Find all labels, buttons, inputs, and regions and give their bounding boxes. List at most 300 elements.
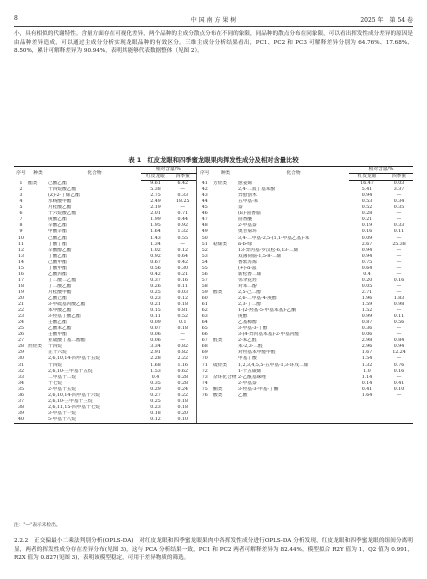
row-red-content-right: 0.64: [361, 265, 373, 271]
row-compound-left: 十四烷: [48, 344, 63, 350]
row-no-left: 7: [19, 217, 23, 223]
row-four-content-right: —: [396, 193, 402, 199]
row-four-content-right: 25.38: [392, 241, 406, 247]
row-compound-right: 1-十五碳烯: [238, 368, 262, 374]
row-no-left: 1: [19, 180, 23, 186]
row-compound-left: 丁酸丁酯: [48, 241, 67, 247]
row-no-left: 34: [18, 380, 24, 386]
header-compound-right: 化合物: [238, 167, 349, 181]
row-red-content-left: 0.92: [150, 253, 161, 259]
row-four-content-right: 0.35: [393, 205, 405, 211]
row-no-right: 47: [196, 217, 213, 223]
row-four-content-left: 1.16: [177, 362, 188, 368]
row-compound-right: 3,4-二甲基-2,5-(1,1-甲基乙基)-苯: [238, 235, 310, 241]
row-compound-left: 壬酸甲酯: [48, 332, 67, 338]
row-compound-left: 2,6,10-三甲基十三烷: [48, 398, 93, 404]
row-no-left: 29: [18, 350, 24, 356]
intro-paragraph: 小，具有相似的代谢特性。含量方面存在可视化差异，两个品种的主成分散点分布在不同的象限，同品种的散点分布在同象限，可以看出挥发性成分差异的原因是由品种差异造成，可以通过主成分分析实现龙眼品种的有效区分。三维主成分分析结果看出，PC1、PC2 和 PC3 可解释差异分别为 64.76%、17.68%、8.50%，累计可解释差异为 90.94%，表明其能够代表数据整体（见图 2）。: [14, 31, 413, 55]
row-four-content-right: 0.76: [393, 362, 405, 368]
row-no-left: 36: [18, 392, 24, 398]
row-four-content-left: 0.1: [179, 320, 187, 326]
row-no-left: 21: [18, 302, 24, 308]
row-red-content-left: 2.19: [150, 205, 161, 211]
row-compound-right: 2,5-己二醇: [238, 289, 262, 295]
row-no-right: 48: [196, 223, 213, 229]
header-type-left: 种类: [28, 167, 48, 181]
row-no-right: 58: [196, 284, 213, 290]
row-red-content-right: 1.96: [361, 295, 373, 301]
row-red-content-left: 2.91: [150, 350, 161, 356]
row-compound-left: 丁二酸二乙酯: [48, 277, 77, 283]
row-compound-left: 己酸甲酯: [48, 259, 67, 265]
row-four-content-left: 1.32: [177, 229, 188, 235]
row-no-right: 46: [196, 211, 213, 217]
row-compound-right: 乙基樟醇: [238, 320, 257, 326]
row-compound-left: 2,6,10-三甲基十五烷: [48, 368, 93, 374]
row-four-content-right: 0.10: [393, 386, 405, 392]
row-red-content-right: 1.54: [361, 356, 373, 362]
row-four-content-right: 0.33: [393, 223, 405, 229]
row-compound-left: 丁二酸乙酯: [48, 283, 72, 289]
row-no-left: 13: [18, 253, 24, 259]
row-no-right: 59: [196, 290, 213, 296]
row-red-content-right: 0.52: [361, 205, 373, 211]
row-no-left: 25: [18, 326, 24, 332]
row-four-content-right: —: [396, 326, 402, 332]
row-no-right: 70: [196, 356, 213, 362]
row-no-left: 5: [19, 205, 23, 211]
row-red-content-right: 16.47: [360, 181, 374, 187]
row-four-content-left: 0.18: [177, 398, 188, 404]
row-four-content-left: 0.62: [177, 368, 188, 374]
row-red-content-right: 0.41: [361, 386, 373, 392]
row-four-content-left: 0.12: [177, 247, 188, 253]
row-four-content-left: 0.21: [177, 271, 188, 277]
row-compound-right: 2,6-二甲基-4-庚醇: [238, 295, 277, 301]
row-no-right: 50: [196, 236, 213, 242]
row-red-content-left: 0.26: [150, 283, 161, 289]
row-four-content-left: 0.22: [177, 392, 188, 398]
row-four-content-left: 0.82: [177, 344, 188, 350]
row-red-content-left: 0.09: [150, 320, 161, 326]
row-red-content-left: 1.95: [150, 223, 161, 229]
row-no-right: 67: [196, 338, 213, 344]
row-red-content-left: 9.61: [150, 181, 161, 187]
table-body: [14, 181, 413, 424]
row-compound-left: 十六烷酸乙酯: [48, 211, 77, 217]
row-four-content-left: 0.64: [177, 253, 188, 259]
row-no-left: 14: [18, 259, 24, 265]
row-compound-left: 丁酸乙酯: [48, 253, 67, 259]
row-compound-right: 香紫苏烯: [238, 259, 257, 265]
row-no-right: 55: [196, 266, 213, 272]
row-four-content-right: 0.11: [393, 229, 405, 235]
row-compound-left: 庚酸乙酯: [48, 217, 67, 223]
row-no-left: 4: [19, 199, 23, 205]
row-four-content-left: 0.11: [177, 283, 188, 289]
row-compound-right: 对苯二酚: [238, 283, 257, 289]
row-four-content-left: 0.18: [177, 302, 188, 308]
row-no-left: 37: [18, 398, 24, 404]
row-type-right: 酸类: [213, 392, 223, 398]
row-four-content-right: 0.41: [393, 380, 405, 386]
row-red-content-right: 2.71: [361, 289, 373, 295]
row-four-content-left: 0.52: [177, 314, 188, 320]
row-red-content-left: 2.28: [150, 356, 161, 362]
row-no-left: 8: [19, 223, 23, 229]
row-four-content-right: —: [396, 259, 402, 265]
row-no-left: 28: [18, 344, 24, 350]
row-four-content-left: —: [180, 332, 186, 338]
row-red-content-left: 0.12: [141, 417, 170, 424]
row-red-content-right: 1.52: [361, 308, 373, 314]
issue-label: 2025 年 第 54 卷: [360, 17, 413, 24]
row-compound-left: 乙酸丙酯: [48, 271, 67, 277]
row-four-content-right: —: [396, 217, 402, 223]
header-compound-left: 化合物: [48, 167, 141, 181]
row-compound-left: 壬酸乙酯: [48, 320, 67, 326]
row-red-content-right: 2.96: [361, 344, 373, 350]
row-red-content-left: 0.25: [150, 289, 161, 295]
row-red-content-right: [349, 417, 385, 424]
row-no-left: 9: [19, 229, 23, 235]
row-red-content-left: 2.01: [150, 211, 161, 217]
row-four-content-left: —: [180, 205, 186, 211]
row-red-content-right: 0.05: [361, 283, 373, 289]
row-compound-right: 13-异丙基-罗汉松-6,13-二烯: [238, 247, 299, 253]
row-type-left: [28, 417, 48, 424]
row-no-left: 3: [19, 193, 23, 199]
row-compound-left: 苯甲酸乙酯: [48, 308, 72, 314]
row-compound-left: 甲酸辛酯: [48, 229, 67, 235]
compound-table: [14, 166, 413, 424]
row-red-content-left: 0.23: [150, 404, 161, 410]
row-compound-right: 异愈创木: [238, 193, 257, 199]
row-no-left: 11: [18, 241, 24, 247]
row-red-content-left: 0.11: [150, 314, 161, 320]
row-compound-left: 十四烷: [48, 362, 63, 368]
row-no-right: 45: [196, 205, 213, 211]
row-type-right: 酮类: [213, 386, 223, 392]
row-red-content-left: 1.68: [150, 362, 161, 368]
row-red-content-left: 0.56: [150, 265, 161, 271]
row-four-content-left: 0.71: [177, 211, 188, 217]
row-compound-left: 十四烷酸乙酯: [48, 187, 77, 193]
row-red-content-left: 3.34: [150, 344, 161, 350]
row-red-content-right: 1.59: [361, 302, 373, 308]
header-red-right: 红皮龙眼: [349, 174, 385, 181]
row-type-right: 萜烯类: [213, 241, 228, 247]
row-red-content-right: 0.94: [361, 253, 373, 259]
row-compound-left: 2,6,10,14-四甲基十六烷: [48, 392, 101, 398]
row-no-left: 12: [18, 247, 24, 253]
row-four-content-right: [385, 417, 413, 424]
row-four-content-left: 0.30: [177, 265, 188, 271]
row-no-right: 72: [196, 369, 213, 375]
row-red-content-right: 0.99: [361, 314, 373, 320]
row-four-content-left: 0.18: [177, 404, 188, 410]
row-red-content-right: 1.64: [361, 392, 373, 398]
row-red-content-right: 0.94: [361, 193, 373, 199]
header-four-left: 四季蜜: [170, 174, 196, 181]
row-compound-left: 正十六烷: [48, 350, 67, 356]
row-no-left: 22: [18, 308, 24, 314]
row-four-content-right: 0.98: [393, 302, 405, 308]
row-no-right: 53: [196, 254, 213, 260]
row-type-right: 芳烃类: [213, 180, 228, 186]
row-compound-right: 1-(2-羟基-5-甲基苯基)-乙酮: [238, 308, 297, 314]
row-compound-right: 3-羟基-3-甲基-丁酮: [238, 386, 279, 392]
row-no-right: 49: [196, 229, 213, 235]
row-four-content-right: 0.56: [393, 320, 405, 326]
row-four-content-left: 0.28: [177, 374, 188, 380]
row-compound-left: 水杨酸甲酯: [48, 199, 72, 205]
row-compound-right: 3-甲基-3-丁醇: [238, 326, 268, 332]
header-no-right: 序号: [196, 167, 213, 181]
row-no-left: 35: [18, 386, 24, 392]
row-red-content-left: 1.43: [150, 235, 161, 241]
row-compound-left: 丁酸甲酯: [48, 265, 67, 271]
row-no-left: 24: [18, 320, 24, 326]
row-type-right: [213, 417, 238, 424]
header-content-right: 相对含量/%: [349, 167, 413, 174]
row-four-content-right: —: [396, 283, 402, 289]
row-no-left: 39: [18, 410, 24, 416]
row-four-content-right: —: [396, 265, 402, 271]
row-four-content-left: 2.22: [177, 356, 188, 362]
row-no-left: 17: [18, 277, 24, 283]
row-no-left: 6: [19, 211, 23, 217]
row-compound-right: (E)-茴香脑: [238, 211, 261, 217]
row-type-left: 烃烃类: [28, 344, 43, 350]
row-red-content-left: 0.35: [150, 380, 161, 386]
row-compound-right: 1,2,3,4,5,5-五甲基-1,3-环戊二烯: [238, 362, 309, 368]
row-red-content-left: 0.18: [150, 410, 161, 416]
row-compound-left: 十七烷: [48, 380, 63, 386]
row-red-content-right: 0.19: [361, 223, 373, 229]
row-compound-left: 2-甲基十五烷: [48, 386, 77, 392]
row-four-content-left: 0.33: [177, 193, 188, 199]
row-no-right: 64: [196, 320, 213, 326]
row-four-content-right: 3.37: [393, 187, 405, 193]
row-type-right: 硫烃类: [213, 362, 228, 368]
row-compound-right: 2-甲基萘: [238, 380, 257, 386]
row-red-content-left: 0.23: [150, 295, 161, 301]
row-red-content-right: 1.0: [363, 368, 371, 374]
row-no-right: 68: [196, 344, 213, 350]
row-no-right: 65: [196, 326, 213, 332]
row-no-right: 51: [196, 242, 213, 248]
row-type-right: 醛类: [213, 338, 223, 344]
row-red-content-right: 2.98: [361, 338, 373, 344]
row-no-right: 42: [196, 187, 213, 193]
row-four-content-left: 6.42: [177, 181, 188, 187]
row-compound-left: 月桂酸甲酯: [48, 289, 72, 295]
row-four-content-left: 0.18: [177, 326, 188, 332]
row-four-content-right: 0.16: [393, 277, 405, 283]
row-four-content-left: 0.28: [177, 380, 188, 386]
row-red-content-left: 0.4: [151, 374, 160, 380]
row-compound-right: 奥甘菊环: [238, 229, 257, 235]
row-red-content-left: 0.42: [150, 271, 161, 277]
row-red-content-right: 2.67: [361, 241, 373, 247]
row-red-content-right: 0.28: [361, 211, 373, 217]
row-compound-left: 己酸乙酯: [48, 180, 67, 186]
row-no-right: 75: [196, 387, 213, 393]
row-no-left: 19: [18, 289, 24, 295]
row-red-content-left: 0.67: [150, 259, 161, 265]
row-no-right: 60: [196, 296, 213, 302]
row-red-content-right: 0.16: [361, 229, 373, 235]
row-red-content-left: 0.06: [150, 338, 161, 344]
row-four-content-right: 0.03: [393, 181, 405, 187]
row-compound-left: 己酸乙酯: [48, 235, 67, 241]
row-four-content-right: —: [396, 392, 402, 398]
row-no-left: 10: [18, 235, 24, 241]
row-no-right: 56: [196, 272, 213, 278]
row-four-content-left: —: [180, 338, 186, 344]
row-four-content-left: 0.24: [177, 386, 188, 392]
row-four-content-right: —: [396, 332, 402, 338]
row-red-content-left: 1.64: [150, 229, 161, 235]
row-compound-left: 2,6,11,15-四甲基十七烷: [48, 404, 101, 410]
row-compound-right: 2,4-二叔丁基苯酚: [238, 187, 276, 193]
row-red-content-right: 0.4: [363, 271, 371, 277]
row-red-content-left: 0.37: [150, 277, 161, 283]
row-compound-left: 辛酸醇乙酯: [48, 247, 72, 253]
row-four-content-left: 0.44: [177, 217, 188, 223]
header-type-right: 种类: [213, 167, 238, 181]
row-red-content-right: 0.36: [361, 326, 373, 332]
row-compound-right: 愈姜烯: [238, 180, 253, 186]
row-four-content-left: 0.55: [177, 235, 188, 241]
row-four-content-left: 0.10: [170, 417, 196, 424]
row-no-left: 26: [18, 332, 24, 338]
row-four-content-left: 0.82: [177, 350, 188, 356]
header-four-right: 四季蜜: [385, 174, 413, 181]
row-compound-left: 3-甲硫基丙酸乙酯: [48, 302, 86, 308]
row-compound-left: 月桂酸乙酯: [48, 205, 72, 211]
row-compound-right: 2-苯乙醛: [238, 338, 257, 344]
row-no-left: 20: [18, 295, 24, 301]
header-rule: [14, 26, 413, 27]
row-no-left: 16: [18, 271, 24, 277]
row-red-content-left: 0.27: [150, 392, 161, 398]
row-red-content-left: 0.07: [150, 326, 161, 332]
row-compound-right: (+)-α-蒎: [238, 265, 257, 271]
row-no-left: 23: [18, 314, 24, 320]
row-no-left: 40: [14, 417, 28, 424]
row-four-content-right: 0.11: [393, 314, 405, 320]
row-red-content-left: 1.53: [150, 368, 161, 374]
row-four-content-right: —: [396, 253, 402, 259]
row-four-content-right: 12.24: [392, 350, 406, 356]
row-compound-right: [238, 417, 349, 424]
row-compound-right: 苯-2,3-二醛: [238, 344, 263, 350]
row-no-right: 43: [196, 193, 213, 199]
row-red-content-right: 0.53: [361, 199, 373, 205]
row-no-left: 2: [19, 187, 23, 193]
row-no-right: 73: [196, 375, 213, 381]
row-no-left: 38: [18, 404, 24, 410]
row-compound-left: 3-甲基十一烷: [48, 410, 77, 416]
row-red-content-right: 0.14: [361, 380, 373, 386]
row-no-right: 52: [196, 248, 213, 254]
row-four-content-right: 0.34: [393, 199, 405, 205]
row-no-right: 54: [196, 260, 213, 266]
row-red-content-right: 0.20: [361, 277, 373, 283]
row-red-content-right: 5.41: [361, 187, 373, 193]
row-no-left: 15: [18, 265, 24, 271]
header-red-left: 红皮龙眼: [141, 174, 170, 181]
row-four-content-left: 0.12: [177, 295, 188, 301]
row-no-left: 30: [18, 356, 24, 362]
row-four-content-right: 0.84: [393, 338, 405, 344]
row-compound-right: 3-(4-异丙基苯基)-2-甲基丙醛: [238, 332, 300, 338]
row-red-content-left: 1.34: [150, 241, 161, 247]
row-four-content-right: 0.16: [393, 368, 405, 374]
row-four-content-right: —: [396, 289, 402, 295]
row-no-right: 71: [196, 363, 213, 369]
row-red-content-right: 1.67: [361, 350, 373, 356]
row-compound-left: 亚硫酸丁基二醇酯: [48, 338, 86, 344]
row-four-content-left: 18.25: [176, 199, 190, 205]
row-four-content-left: 0.16: [177, 277, 188, 283]
row-no-right: 63: [196, 314, 213, 320]
row-compound-right: 对羟基苯甲醛甲醛: [238, 350, 276, 356]
row-red-content-right: 1.14: [361, 374, 373, 380]
row-compound-right: α-b-绿: [238, 241, 253, 247]
table-note: 注："—"表示未检出。: [14, 523, 61, 528]
row-no-right: 74: [196, 381, 213, 387]
row-red-content-left: 0.25: [150, 398, 161, 404]
page-number: 8: [14, 15, 18, 22]
table-row: [14, 417, 413, 424]
row-red-content-right: 0.87: [361, 320, 373, 326]
header-no-left: 序号: [14, 167, 28, 181]
row-compound-left: 3-羟基丁酸乙酯: [48, 314, 81, 320]
row-no-right: 76: [196, 393, 213, 399]
row-compound-left: 乙酸己酯: [48, 295, 67, 301]
row-four-content-left: 0.92: [177, 223, 188, 229]
row-red-content-left: 0.15: [150, 308, 161, 314]
row-no-right: 57: [196, 278, 213, 284]
row-compound-left: 辛酸乙酯: [48, 223, 67, 229]
section-paragraph: 2.2.2 正交偏最小二乘法判别分析(OPLS-DA) 对红皮龙眼和四季蜜龙眼果肉中各挥发性成分进行OPLS-DA 分析发现，红皮龙眼和四季蜜龙眼的组间分离明显，两者的挥发性成分存在差异分布(见图 3)，这与 PCA 分析结果一致，PC1 和 PC2 两者可解释差异为 82.44%。模型拟合 R2Y 值为 1，Q2 值为 0.991，R2X 值为 0.827(见图 3)，表明该模型稳定，可用于差异物质的筛选。: [14, 538, 413, 562]
row-type-right: 杂环化合物: [213, 374, 237, 380]
row-no-right: 66: [196, 332, 213, 338]
row-four-content-right: —: [396, 356, 402, 362]
row-no-right: 61: [196, 302, 213, 308]
row-compound-right: 甲基丁酸: [238, 356, 257, 362]
row-red-content-right: 0.06: [361, 332, 373, 338]
row-red-content-left: 0.21: [150, 302, 161, 308]
row-four-content-left: 0.03: [177, 289, 188, 295]
row-red-content-right: 0.09: [361, 235, 373, 241]
row-four-content-left: —: [180, 187, 186, 193]
row-compound-right: 2,3-丁二醇: [238, 302, 262, 308]
row-no-right: 69: [196, 350, 213, 356]
row-red-content-left: 1.99: [150, 217, 161, 223]
row-compound-right: 2-乙酰基咪唑: [238, 374, 267, 380]
row-four-content-right: —: [396, 374, 402, 380]
row-type-right: 醇类: [213, 289, 223, 295]
row-red-content-right: 0.21: [361, 217, 373, 223]
row-four-content-right: 1.83: [393, 295, 405, 301]
row-four-content-right: —: [396, 271, 402, 277]
row-compound-right: 双薄荷脑-1,5-8-二烯: [238, 253, 282, 259]
row-no-right: [196, 417, 213, 424]
